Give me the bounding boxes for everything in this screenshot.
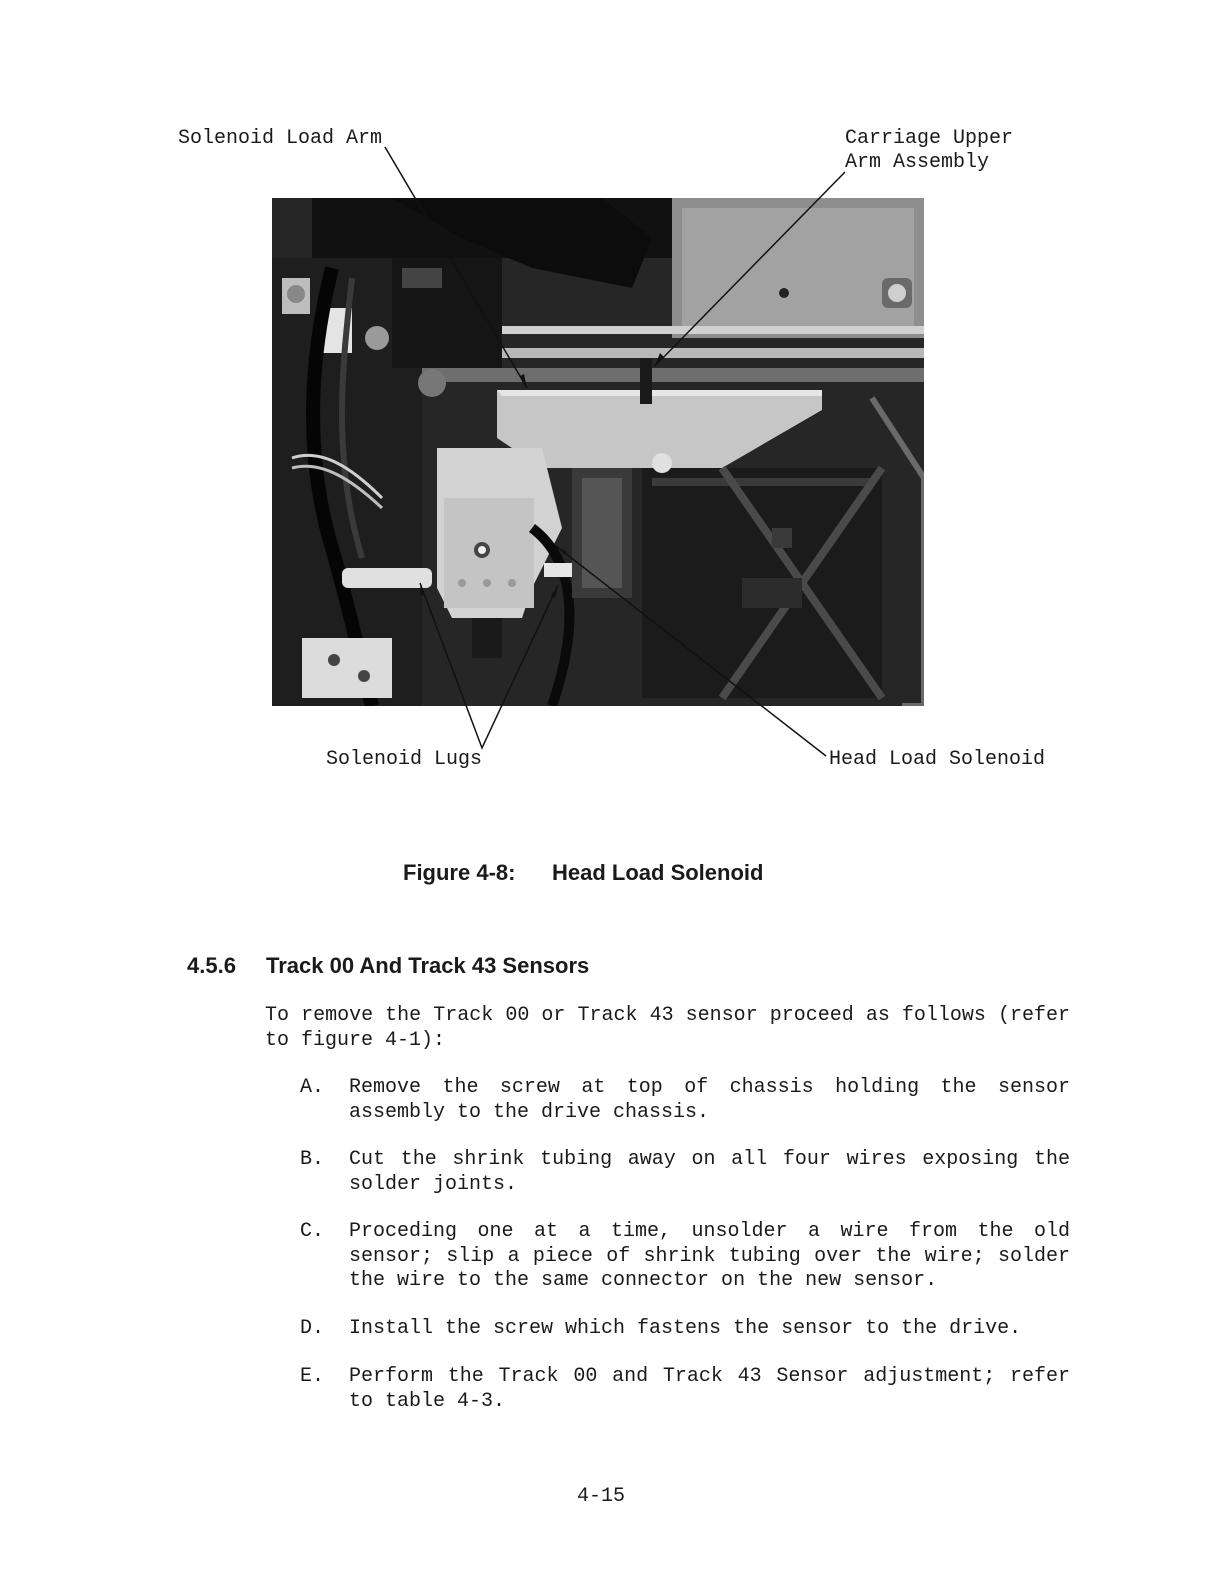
figure-caption-number: Figure 4-8: [403,860,516,885]
step-letter: C. [300,1220,325,1243]
label-carriage-upper-line1: Carriage Upper [845,127,1014,150]
label-head-load-solenoid: Head Load Solenoid [829,748,1046,771]
step-letter: B. [300,1148,325,1171]
figure-caption-title: Head Load Solenoid [552,860,764,885]
intro-paragraph: To remove the Track 00 or Track 43 sensor proceed as follows (refer to figure 4-1): [265,1004,1070,1052]
step-letter: D. [300,1317,325,1340]
step-text: Remove the screw at top of chassis holding the sensor assembly to the drive chassis. [349,1076,1070,1124]
label-carriage-upper-line2: Arm Assembly [845,151,990,174]
step-letter: E. [300,1365,325,1388]
section-title: Track 00 And Track 43 Sensors [266,953,590,978]
figure-caption [403,860,763,886]
step-letter: A. [300,1076,325,1099]
step-text: Perform the Track 00 and Track 43 Sensor adjustment; refer to table 4-3. [349,1365,1070,1413]
step-text: Cut the shrink tubing away on all four wires exposing the solder joints. [349,1148,1070,1196]
step-text: Install the screw which fastens the sensor to the drive. [349,1317,1022,1340]
label-solenoid-lugs: Solenoid Lugs [326,748,483,771]
section-number: 4.5.6 [187,953,236,978]
label-solenoid-load-arm: Solenoid Load Arm [178,127,383,150]
step-text: Proceding one at a time, unsolder a wire from the old sensor; slip a piece of shrink tubing over the wire; solder the wire to the same connector on the new sensor. [349,1220,1070,1292]
head-load-solenoid-photo [272,198,924,706]
page-number: 4-15 [577,1485,626,1508]
